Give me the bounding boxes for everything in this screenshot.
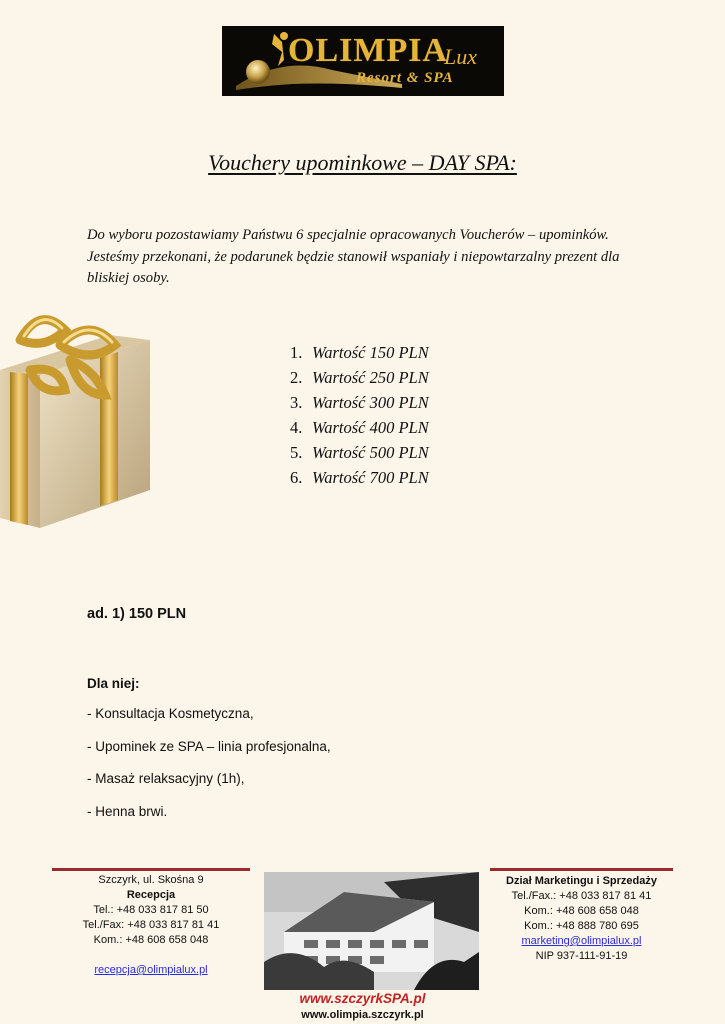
footer-divider-right bbox=[490, 868, 673, 871]
list-item: - Konsultacja Kosmetyczna, bbox=[87, 706, 254, 721]
footer-divider-left bbox=[52, 868, 250, 871]
list-item: 4. Wartość 400 PLN bbox=[290, 418, 429, 437]
logo-lux-text: Lux bbox=[444, 44, 477, 69]
logo-tagline: Resort & SPA bbox=[356, 70, 454, 86]
footer-telfax: Tel./Fax.: +48 033 817 81 41 bbox=[511, 890, 652, 902]
list-item: - Upominek ze SPA – linia profesjonalna, bbox=[87, 738, 331, 754]
hotel-website-link[interactable]: www.olimpia.szczyrk.pl bbox=[301, 1009, 424, 1021]
voucher-list bbox=[290, 340, 429, 490]
list-item: 3. Wartość 300 PLN bbox=[290, 393, 429, 412]
footer-nip: NIP 937-111-91-19 bbox=[535, 950, 628, 962]
list-item: 2. Wartość 250 PLN bbox=[290, 368, 429, 387]
service-list bbox=[87, 706, 331, 836]
footer-address: Szczyrk, ul. Skośna 9 bbox=[98, 874, 204, 886]
list-item: 5. Wartość 500 PLN bbox=[290, 443, 429, 462]
footer-reception-contact bbox=[52, 873, 250, 978]
footer-kom: Kom.: +48 608 658 048 bbox=[93, 934, 209, 946]
footer-dept-reception: Recepcja bbox=[126, 889, 176, 901]
footer-marketing-contact bbox=[490, 874, 673, 964]
gift-box-image bbox=[0, 300, 160, 535]
footer-tel: Tel.: +48 033 817 81 50 bbox=[93, 904, 209, 916]
page-title: Vouchery upominkowe – DAY SPA: bbox=[208, 150, 517, 175]
hotel-photo bbox=[264, 872, 479, 990]
olimpia-lux-logo bbox=[222, 26, 504, 96]
list-item: 1. Wartość 150 PLN bbox=[290, 343, 429, 362]
logo-brand-text: OLIMPIA bbox=[288, 32, 448, 69]
spa-website-link[interactable]: www.szczyrkSPA.pl bbox=[299, 991, 426, 1006]
section-heading: ad. 1) 150 PLN bbox=[87, 606, 187, 622]
footer-kom: Kom.: +48 888 780 695 bbox=[524, 920, 639, 932]
footer-telfax: Tel./Fax: +48 033 817 81 41 bbox=[82, 919, 220, 931]
list-item: - Masaż relaksacyjny (1h), bbox=[87, 771, 245, 786]
marketing-email-link[interactable]: marketing@olimpialux.pl bbox=[521, 935, 642, 947]
footer-dept-marketing: Dział Marketingu i Sprzedaży bbox=[506, 875, 657, 887]
footer-kom: Kom.: +48 608 658 048 bbox=[524, 905, 639, 917]
reception-email-link[interactable]: recepcja@olimpialux.pl bbox=[94, 964, 208, 976]
intro-paragraph: Do wyboru pozostawiamy Państwu 6 specjalnie opracowanych Voucherów – upominków. Jesteśmy przekonani, że podarunek będzie stanowił wspaniały i niepowtarzalny prezent dla bliskiej osoby. bbox=[87, 227, 620, 286]
list-item: 6. Wartość 700 PLN bbox=[290, 468, 429, 487]
list-item: - Henna brwi. bbox=[87, 803, 168, 819]
for-her-label: Dla niej: bbox=[87, 676, 140, 691]
